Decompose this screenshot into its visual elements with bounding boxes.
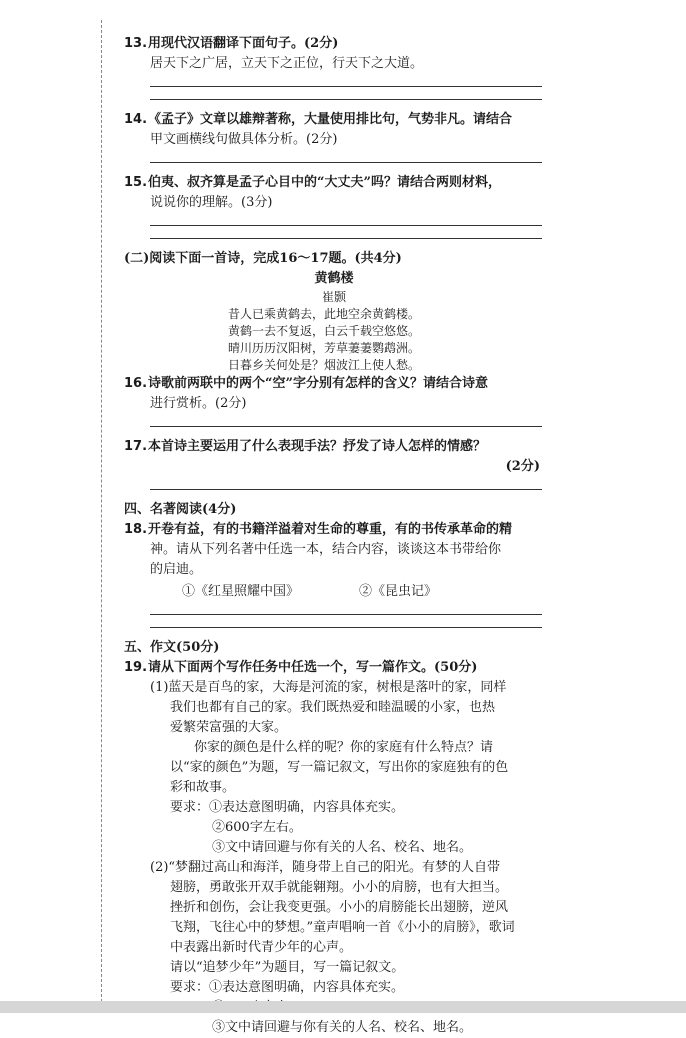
question-number: 14. xyxy=(124,112,148,127)
question-line: 伯夷、叔齐算是孟子心目中的“大丈夫”吗？请结合两则材料， xyxy=(148,175,501,190)
question-16 xyxy=(124,374,544,394)
answer-line[interactable] xyxy=(150,489,542,490)
question-number: 15. xyxy=(124,175,148,190)
task-line: 以“家的颜色”为题，写一篇记叙文，写出你的家庭独有的色 xyxy=(170,760,509,775)
task-line: 我们也都有自己的家。我们既热爱和睦温暖的小家，也热 xyxy=(170,700,496,715)
task-line: (1)蓝天是百鸟的家，大海是河流的家，树根是落叶的家，同样 xyxy=(150,680,507,695)
question-number: 16. xyxy=(124,376,148,391)
question-line: 本首诗主要运用了什么表现手法？抒发了诗人怎样的情感？ xyxy=(148,439,487,454)
question-line: 开卷有益，有的书籍洋溢着对生命的尊重，有的书传承革命的精 xyxy=(148,522,513,537)
question-number: 13. xyxy=(124,36,148,51)
answer-line[interactable] xyxy=(150,225,542,226)
question-line: 说说你的理解。(3分) xyxy=(150,195,273,210)
answer-line[interactable] xyxy=(150,627,542,628)
question-14 xyxy=(124,110,544,130)
task-line: 你家的颜色是什么样的呢？你的家庭有什么特点？请 xyxy=(194,740,494,755)
book-options xyxy=(124,582,544,602)
task-line: 飞翔，飞往心中的梦想。”童声唱响一首《小小的肩膀》，歌词 xyxy=(170,920,515,935)
task-line: 彩和故事。 xyxy=(170,780,236,795)
task-line: (2)“梦翻过高山和海洋，随身带上自己的阳光。有梦的人自带 xyxy=(150,860,501,875)
writing-task-1 xyxy=(124,678,544,858)
task-line: 爱繁荣富强的大家。 xyxy=(170,720,288,735)
translation-sentence: 居天下之广居，立天下之正位，行天下之大道。 xyxy=(150,56,424,71)
binding-dashed-line xyxy=(101,20,102,1002)
task-line: 中表露出新时代青少年的心声。 xyxy=(170,940,353,955)
task-line: 请以“追梦少年”为题目，写一篇记叙文。 xyxy=(170,960,405,975)
answer-line[interactable] xyxy=(150,99,542,100)
question-line: 诗歌前两联中的两个“空”字分别有怎样的含义？请结合诗意 xyxy=(148,376,488,391)
question-18 xyxy=(124,520,544,540)
requirement-line: 要求：①表达意图明确，内容具体充实。 xyxy=(170,980,405,995)
poem-author: 崔颢 xyxy=(321,290,346,304)
question-line: 甲文画横线句做具体分析。(2分) xyxy=(150,132,338,147)
book-option: ②《昆虫记》 xyxy=(359,584,438,599)
bottom-scroll-bar xyxy=(0,1001,686,1013)
section-heading: (二)阅读下面一首诗，完成16～17题。(共4分) xyxy=(124,251,402,266)
question-line: 的启迪。 xyxy=(150,562,203,577)
question-line: 《孟子》文章以雄辩著称，大量使用排比句，气势非凡。请结合 xyxy=(148,112,513,127)
answer-line[interactable] xyxy=(150,86,542,87)
exam-content xyxy=(124,34,544,1038)
task-line: 翅膀，勇敢张开双手就能翱翔。小小的肩膀，也有大担当。 xyxy=(170,880,509,895)
requirement-line: ③文中请回避与你有关的人名、校名、地名。 xyxy=(212,1020,473,1035)
question-score: (2分) xyxy=(505,459,540,474)
question-line: 进行赏析。(2分) xyxy=(150,396,247,411)
poem-line: 日暮乡关何处是？烟波江上使人愁。 xyxy=(228,358,421,372)
question-prompt: 用现代汉语翻译下面句子。(2分) xyxy=(148,36,339,51)
poem-line: 黄鹤一去不复返，白云千载空悠悠。 xyxy=(228,324,421,338)
task-line: 挫折和创伤，会让我变更强。小小的肩膀能长出翅膀，逆风 xyxy=(170,900,509,915)
question-15 xyxy=(124,173,544,193)
answer-line[interactable] xyxy=(150,162,542,163)
section-heading: 四、名著阅读(4分) xyxy=(124,502,237,517)
poem-line: 晴川历历汉阳树，芳草萋萋鹦鹉洲。 xyxy=(228,341,421,355)
question-prompt: 请从下面两个写作任务中任选一个，写一篇作文。(50分) xyxy=(148,660,478,675)
book-option: ①《红星照耀中国》 xyxy=(182,584,300,599)
question-line: 神。请从下列名著中任选一本，结合内容，谈谈这本书带给你 xyxy=(150,542,502,557)
answer-line[interactable] xyxy=(150,426,542,427)
section-heading: 五、作文(50分) xyxy=(124,640,220,655)
question-19 xyxy=(124,658,544,678)
requirement-line: ②600字左右。 xyxy=(212,820,302,835)
requirement-line: ③文中请回避与你有关的人名、校名、地名。 xyxy=(212,840,473,855)
poem-line: 昔人已乘黄鹤去，此地空余黄鹤楼。 xyxy=(228,307,421,321)
question-number: 18. xyxy=(124,522,148,537)
answer-line[interactable] xyxy=(150,238,542,239)
question-number: 17. xyxy=(124,439,148,454)
question-13 xyxy=(124,34,544,54)
question-number: 19. xyxy=(124,660,148,675)
requirement-line: 要求：①表达意图明确，内容具体充实。 xyxy=(170,800,405,815)
answer-line[interactable] xyxy=(150,614,542,615)
poem-title: 黄鹤楼 xyxy=(314,271,354,286)
question-17 xyxy=(124,437,544,457)
